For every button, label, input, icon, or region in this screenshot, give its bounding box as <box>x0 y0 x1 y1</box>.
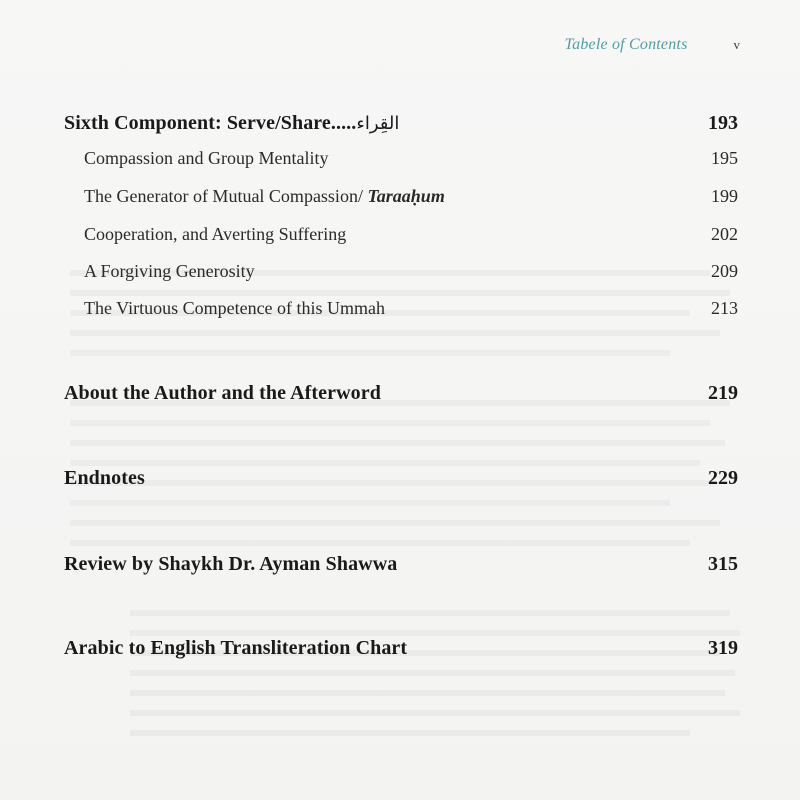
reverse-side-bleed-through <box>70 250 770 790</box>
arabic-term: القِراء <box>356 113 400 134</box>
toc-page-number: 195 <box>711 148 738 168</box>
toc-subentry-title: The Virtuous Competence of this Ummah <box>84 298 386 318</box>
toc-subentry[interactable] <box>84 261 738 282</box>
toc-entry-title: About the Author and the Afterword <box>64 382 381 404</box>
toc-entry-endnotes[interactable] <box>64 467 738 490</box>
toc-subentry-title: Compassion and Group Mentality <box>84 148 329 168</box>
running-head-title: Tabele of Contents <box>564 36 688 53</box>
running-head <box>564 36 740 54</box>
italic-term: Taraaḥum <box>367 186 445 206</box>
toc-entry-title: Arabic to English Transliteration Chart <box>64 637 408 659</box>
toc-page-number: 213 <box>711 298 738 318</box>
toc-page-number: 229 <box>708 467 738 489</box>
toc-entry-sixth-component[interactable] <box>64 112 738 135</box>
toc-entry-transliteration-chart[interactable] <box>64 637 738 660</box>
toc-entry-title-text: Sixth Component: Serve/Share..... <box>64 112 357 134</box>
toc-page-number: 202 <box>711 224 738 244</box>
toc-subentry[interactable] <box>84 148 738 169</box>
toc-page-number: 319 <box>708 637 738 659</box>
toc-page-number: 209 <box>711 261 738 281</box>
toc-page-number: 219 <box>708 382 738 404</box>
toc-subentry[interactable] <box>84 186 738 207</box>
toc-subentry-title: Cooperation, and Averting Suffering <box>84 224 347 244</box>
toc-entry-title: Review by Shaykh Dr. Ayman Shawwa <box>64 553 398 575</box>
page-folio: v <box>733 37 740 52</box>
toc-entry-review[interactable] <box>64 553 738 576</box>
toc-page-number: 315 <box>708 553 738 575</box>
toc-page-number: 199 <box>711 186 738 206</box>
toc-entry-about-author[interactable] <box>64 382 738 405</box>
toc-subentry-title: A Forgiving Generosity <box>84 261 255 281</box>
toc-entry-title: Endnotes <box>64 467 145 489</box>
toc-subentry[interactable] <box>84 298 738 319</box>
toc-entry-title <box>64 112 399 135</box>
toc-subentry-title-text: The Generator of Mutual Compassion/ <box>84 186 368 206</box>
toc-subentry[interactable] <box>84 224 738 245</box>
toc-subentry-title <box>84 186 445 207</box>
toc-page-number: 193 <box>708 112 738 134</box>
